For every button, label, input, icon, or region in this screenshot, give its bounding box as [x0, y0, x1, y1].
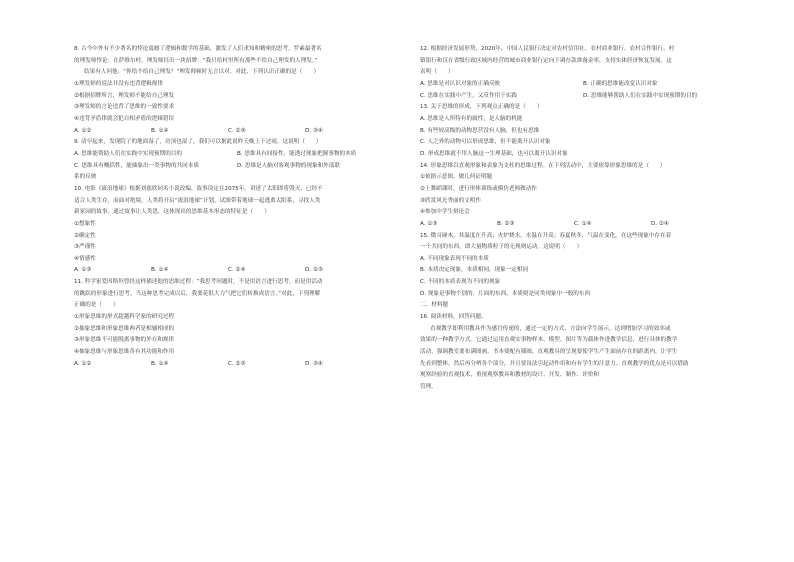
option-b[interactable]: B. ①④ [151, 127, 169, 134]
option-a[interactable]: A. 思维能帮助人们在实践中实现预期的目的 [74, 150, 182, 157]
q9-tail: 系的反映 [74, 174, 97, 181]
q16-line: 16. 阅读材料，回答问题。 [420, 314, 487, 321]
option-c[interactable]: C. ①④ [574, 220, 592, 227]
option-b[interactable]: B. 正确的思维能改变认识对象 [583, 80, 658, 87]
option-d[interactable]: D. ③④ [305, 360, 323, 367]
q14-line: 14. 形象思维以直观形象和表象为支柱的思维过程。在下列活动中，主要依靠形象思维的是（ ） [420, 162, 666, 169]
q10-item: ②确定性 [74, 232, 96, 239]
option-b[interactable]: B. 本质决定现象，本质相同，现象一定相同 [420, 267, 529, 274]
option-a[interactable]: A. 不同现象表现不同的本质 [420, 255, 489, 262]
option-a[interactable]: A. ①③ [420, 220, 438, 227]
q14-item: ④参加中学生辩论会 [420, 209, 470, 216]
q12-line: 12. 根据经济发展形势，2020年，中国人民银行决定对农村信用社、农村商业银行、农村合作银行、村 [420, 46, 675, 52]
q11-item: ②抽象思维和形象思维两者是相辅相成的 [74, 325, 175, 332]
q11-item: ④抽象思维与形象思维各有其功能和作用 [74, 349, 175, 356]
option-d[interactable]: D. ②③ [305, 267, 323, 274]
q14-item: ②上舞蹈课时，进行形体训练或模仿老师做动作 [420, 185, 537, 192]
q11-item: ③形象思维不可能脱离事物的外在和规律 [74, 337, 175, 344]
option-c[interactable]: C. ②③ [228, 360, 246, 367]
q8-item: ④违背矛盾律就会犯自相矛盾的逻辑错误 [74, 115, 175, 122]
option-d[interactable]: D. 思维是人脑对客观事物的现象和外部联 [237, 162, 340, 169]
q14-item: ①依据示意图，做几何证明题 [420, 174, 493, 181]
option-d[interactable]: D. 形成思维就不用人脑这一生理基础，也可以离开认识对象 [420, 150, 568, 157]
option-d[interactable]: D. ②④ [651, 220, 669, 227]
q15-line: 15. 微习碰木，其温度在升高；火炉烧水，水温在升高；春夏秋冬，气温在变化。在这些现象中存在着 [420, 232, 672, 239]
option-c[interactable]: C. 思维在实践中产生，又反作用于实践 [420, 92, 517, 99]
option-a[interactable]: A. 思维是人所特有的属性，是人脑的机能 [420, 115, 523, 122]
q16-para-line: 先看到整体，然后再分辨各个部分，并且要设法引起动作用和有有学生的注意力。直观教学的优点是可以借助 [420, 360, 689, 367]
option-b[interactable]: B. ①④ [151, 267, 169, 274]
q8-item: ③理发师的言论违背了思维的一致性要求 [74, 104, 175, 111]
q11-item: ①形象思维的形式超越科学家的研究过程 [74, 314, 175, 321]
option-a[interactable]: A. ①② [74, 127, 92, 134]
option-c[interactable]: C. 不同的本质表现为不同的现象 [420, 279, 501, 286]
option-a[interactable]: A. ①③ [74, 267, 92, 274]
q16-para-line: 活动，强调教室要布满图画，书本要配有插图，直观教具的呈现要使学生产生面前存在的距离内，让学生 [420, 349, 678, 356]
q11-options [74, 359, 400, 371]
q8-line: 结果有人问他：“你给不给自己理发？”理发师顿时无言以对。对此，下列认识正确的是（ ） [84, 69, 320, 76]
q12-options [420, 91, 746, 103]
option-b[interactable]: B. ②③ [497, 220, 515, 227]
q11-line: 正确的是（ ） [74, 302, 119, 309]
q8-line: 的理发师悖论：在萨维尔村，理发师挂出一块招牌：“我只给村里所有那些不给自己理发的人理发。” [74, 57, 318, 64]
q10-options [74, 265, 400, 277]
q10-line: 新家园的故事。通过故事让人类思，这体现出的思维基本形态的特征是（ ） [74, 209, 270, 216]
option-c[interactable]: C. ②③ [228, 127, 246, 134]
option-b[interactable]: B. 有些较高级的动物思营没有人脑，但也有思维 [420, 127, 540, 134]
q9-line: 9. 清早起来，发现院子的地面湿了，房顶也湿了，我们可以据此说昨天晚上下过雨。这说明（ ） [74, 139, 322, 146]
option-b[interactable]: B. ①④ [151, 360, 169, 367]
q10-item: ④情感性 [74, 255, 96, 262]
option-d[interactable]: D. ③④ [305, 127, 323, 134]
q14-item: ③欣赏风光秀丽的文明作 [420, 197, 481, 204]
q10-line: 10. 电影《流浪地球》根据刘慈欣同名小说改编，故事设定在2075年，讲述了太阳即将毁灭，已经不 [74, 185, 323, 192]
q12-options [420, 79, 746, 91]
q8-item: ②根据招牌所言，理发师不能给自己理发 [74, 92, 175, 99]
option-d[interactable]: D. 现象是事物个别的、片面的东西，本质则是同类现象中一般的东西 [420, 290, 591, 297]
q16-para-line: 直观教学即利用教具作为感官传递的，通过一定的方式、方法向学生展示，达到增加学习的效率或 [430, 325, 671, 332]
q16-para-line: 管理。 [420, 384, 437, 391]
q8-line: 8. 古今中外有不少著名的悖论震撼了逻辑和数学的基础，激发了人们求知和精密的思考，罗素最著名 [74, 46, 322, 52]
left-column [74, 44, 400, 370]
q11-line: 11. 科学家爱因斯坦曾经这样描述他的思维过程：“我思考问题时，不是用语言进行思考，而是用活动 [74, 279, 323, 286]
option-c[interactable]: C. 人之外的动物可以形成思维，但不能离开认识对象 [420, 139, 551, 146]
q9-options [74, 161, 400, 173]
q11-line: 的跳跃的形象进行思考，当这种思考完成以后，我要花很大力气把它们转换成语言。”对此，下列理解 [74, 290, 321, 297]
q8-options [74, 126, 400, 138]
q16-para-line: 效果的一种教学方式。它通过运用直观实事物样本、模型、图片等为载体作进教学信息，进行具体的教学 [420, 337, 678, 344]
q16-para-line: 观察经验的直观技术，重视观察教具和教材的设计、开发、制作、评价和 [420, 372, 600, 379]
option-c[interactable]: C. ②④ [228, 267, 246, 274]
q8-item: ①理发师的说法并没有违背逻辑规律 [74, 80, 163, 87]
right-column [420, 44, 746, 394]
q10-item: ①想象性 [74, 220, 96, 227]
q10-item: ③严谨性 [74, 244, 96, 251]
q10-line: 适合人类生存，而面对绝境，人类将开启“流浪地球”计划，试图带着地球一起逃离太阳系，寻找人类 [74, 197, 321, 204]
q9-options [74, 149, 400, 161]
q12-line: 镇银行和仅在省级行政区域内经营的城市商业银行定向下调存款准备金率，支持实体经济恢复发展。这 [420, 57, 672, 64]
option-d[interactable]: D. 思维能够帮助人们在实践中实现预期的目的 [583, 92, 698, 99]
section-heading: 二、材料题 [420, 302, 448, 309]
q13-line: 13. 关于思维的形成，下列观点正确的是（ ） [420, 104, 543, 111]
q12-line: 表明（ ） [420, 69, 454, 76]
option-a[interactable]: A. 思维是对认识对象的正确反映 [420, 80, 501, 87]
option-c[interactable]: C. 思维具有概括性，能抽象出一类事物的共同本质 [74, 162, 199, 169]
option-b[interactable]: B. 思维具有间接性，能透过现象把握事物的本质 [237, 150, 357, 157]
option-a[interactable]: A. ①② [74, 360, 92, 367]
q15-line: 一个共同的东西，即大量物质粒子的无规则运动。这说明（ ） [420, 244, 583, 251]
q14-options [420, 219, 746, 231]
